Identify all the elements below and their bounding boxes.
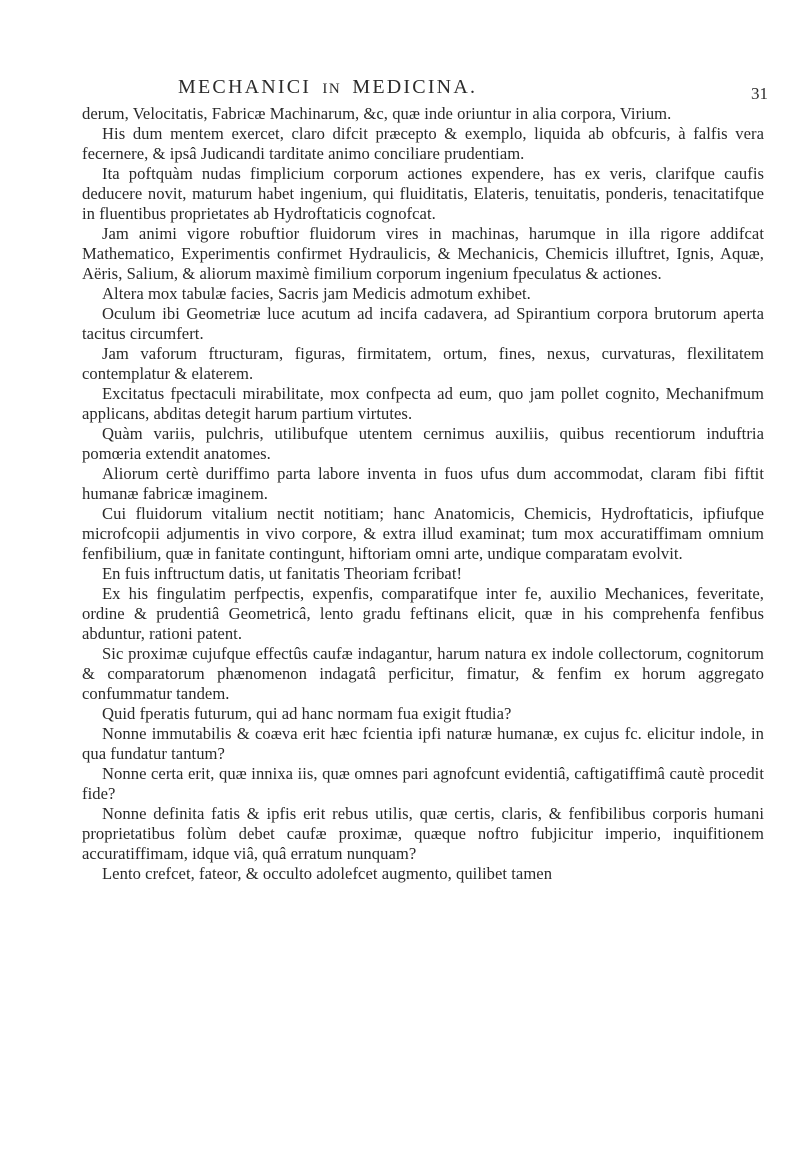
paragraph: En fuis inftructum datis, ut fanitatis Theoriam fcribat! [102, 564, 463, 583]
paragraph: Ita poftquàm nudas fimplicium corporum actiones expendere, has ex veris, clarifque caufis deducere novit, maturum habet ingenium, qui fluiditatis, Elateris, tenuitatis, ponderis, tenacitatifque in fluentibus proprietates ab Hydroftaticis cognofcat. [82, 164, 764, 223]
running-head-left: MECHANICI [178, 76, 312, 98]
paragraph: Quid fperatis futurum, qui ad hanc normam fua exigit ftudia? [102, 704, 512, 723]
paragraph: Nonne definita fatis & ipfis erit rebus utilis, quæ certis, claris, & fenfibilibus corporis humani proprietatibus folùm debet caufæ proximæ, quæque noftro fubjicitur imperio, inquifitionem accuratiffimam, idque viâ, quâ erratum nunquam? [82, 804, 764, 863]
running-head [178, 76, 698, 102]
paragraph: Ex his fingulatim perfpectis, expenfis, comparatifque inter fe, auxilio Mechanices, feveritate, ordine & prudentiâ Geometricâ, lento gradu feftinans elicit, quæ in his comprehenfa fenfibus abduntur, rationi patent. [82, 584, 764, 643]
paragraph: Jam animi vigore robuftior fluidorum vires in machinas, harumque in illa rigore addifcat Mathematico, Experimentis confirmet Hydraulicis, & Mechanicis, Chemicis illuftret, Ignis, Aquæ, Aëris, Salium, & aliorum maximè fimilium corporum ingenium fpeculatus & actiones. [82, 224, 764, 283]
paragraph: Sic proximæ cujufque effectûs caufæ indagantur, harum natura ex indole collectorum, cognitorum & comparatorum phænomenon indagatâ perficitur, fimatur, & fenfim ex horum aggregato confummatur tandem. [82, 644, 764, 703]
paragraph: Altera mox tabulæ facies, Sacris jam Medicis admotum exhibet. [102, 284, 531, 303]
paragraph: Jam vaforum ftructuram, figuras, firmitatem, ortum, fines, nexus, curvaturas, flexilitatem contemplatur & elaterem. [82, 344, 764, 383]
paragraph: Nonne immutabilis & coæva erit hæc fcientia ipfi naturæ humanæ, ex cujus fc. elicitur indole, in qua fundatur tantum? [82, 724, 764, 763]
page-number: 31 [751, 84, 768, 103]
paragraph: Nonne certa erit, quæ innixa iis, quæ omnes pari agnofcunt evidentiâ, caftigatiffimâ cautè procedit fide? [82, 764, 764, 803]
paragraph: Lento crefcet, fateor, & occulto adolefcet augmento, quilibet tamen [102, 864, 553, 883]
paragraph: Aliorum certè duriffimo parta labore inventa in fuos ufus dum accommodat, claram fibi fiftit humanæ fabricæ imaginem. [82, 464, 764, 503]
paragraph: Cui fluidorum vitalium nectit notitiam; hanc Anatomicis, Chemicis, Hydroftaticis, ipfiufque microfcopii adjumentis in vivo corpore, & extra illud examinat; tum mox accuratiffimam omnium fenfibilium, quæ in fanitate contingunt, hiftoriam omni arte, undique comparatam evolvit. [82, 504, 764, 563]
paragraph: Oculum ibi Geometriæ luce acutum ad incifa cadavera, ad Spirantium corpora brutorum aperta tacitus circumfert. [82, 304, 764, 343]
body-text [82, 104, 764, 884]
running-head-in: IN [322, 81, 342, 97]
paragraph: Excitatus fpectaculi mirabilitate, mox confpecta ad eum, quo jam pollet cognito, Mechanifmum applicans, abditas detegit harum partium virtutes. [82, 384, 764, 423]
paragraph: Quàm variis, pulchris, utilibufque utentem cernimus auxiliis, quibus recentiorum induftria pomœria extendit anatomes. [82, 424, 764, 463]
running-head-right: MEDICINA. [352, 76, 478, 98]
paragraph: His dum mentem exercet, claro difcit præcepto & exemplo, liquida ab obfcuris, à falfis vera fecernere, & ipsâ Judicandi tarditate animo conciliare prudentiam. [82, 124, 764, 163]
paragraph: derum, Velocitatis, Fabricæ Machinarum, &c, quæ inde oriuntur in alia corpora, Virium. [82, 104, 672, 123]
